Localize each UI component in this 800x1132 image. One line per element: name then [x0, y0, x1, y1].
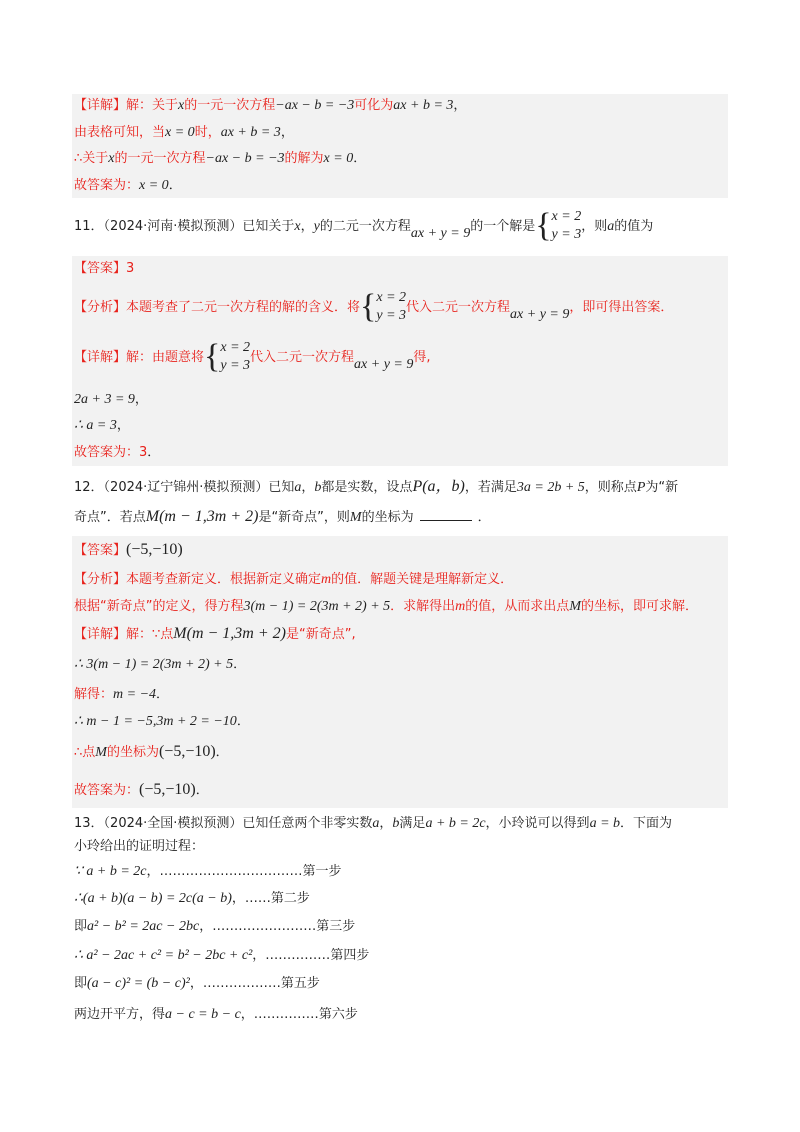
- q13-question-line-2: 小玲给出的证明过程：: [74, 839, 205, 854]
- q12-final-answer: 故答案为：(−5,−10)．: [74, 781, 209, 798]
- q10-detail-line: 【详解】解：关于x的一元一次方程−ax − b = −3可化为ax + b = 3，: [74, 98, 467, 113]
- q12-question-line-2: 奇点”．若点M(m − 1,3m + 2)是“新奇点”，则M的坐标为 ．: [74, 508, 491, 525]
- q13-proof-step-2: ∴(a + b)(a − b) = 2c(a − b)，……第二步: [74, 891, 310, 906]
- q10-table-line: 由表格可知，当x = 0时，ax + b = 3，: [74, 125, 294, 140]
- q10-solution-line: ∴关于x的一元一次方程−ax − b = −3的解为x = 0．: [74, 151, 367, 166]
- q13-proof-step-6: 两边开平方，得a − c = b − c，……………第六步: [74, 1007, 358, 1022]
- q13-proof-step-3: 即a² − b² = 2ac − 2bc，……………………第三步: [74, 919, 356, 934]
- q10-final-answer: 故答案为：x = 0．: [74, 178, 182, 193]
- q11-detail-system: {x = 2 y = 3: [204, 338, 251, 375]
- q12-step-2: 解得：m = −4．: [74, 687, 170, 702]
- q11-question: 11．（2024·河南·模拟预测）已知关于x，y的二元一次方程ax + y = 9的一个解是{x = 2 y = 3，则a的值为: [74, 207, 654, 244]
- q13-proof-step-5: 即(a − c)² = (b − c)²，………………第五步: [74, 976, 320, 991]
- answer-blank[interactable]: [420, 506, 472, 521]
- q12-analysis-2: 根据“新奇点”的定义，得方程3(m − 1) = 2(3m + 2) + 5．求解得出m的值，从而求出点M的坐标，即可求解．: [74, 599, 698, 614]
- q11-detail: 【详解】解：由题意将{x = 2 y = 3代入二元一次方程ax + y = 9得,: [74, 338, 431, 375]
- q12-step-3: ∴ m − 1 = −5,3m + 2 = −10．: [74, 714, 250, 729]
- q13-question-line-1: 13．（2024·全国·模拟预测）已知任意两个非零实数a，b满足a + b = 2c，小玲说可以得到a = b．下面为: [74, 816, 673, 831]
- q12-step-1: ∴ 3(m − 1) = 2(3m + 2) + 5．: [74, 657, 247, 672]
- q12-answer: 【答案】(−5,−10): [74, 541, 183, 558]
- q11-answer: 【答案】3: [74, 261, 135, 276]
- q11-system: {x = 2 y = 3: [535, 207, 582, 244]
- q11-analysis: 【分析】本题考查了二元一次方程的解的含义．将{x = 2 y = 3代入二元一次方程ax + y = 9，即可得出答案．: [74, 288, 674, 325]
- q11-step-1: 2a + 3 = 9，: [74, 392, 148, 407]
- q13-proof-step-4: ∴ a² − 2ac + c² = b² − 2bc + c²，……………第四步: [74, 948, 370, 963]
- q12-step-4: ∴点M的坐标为(−5,−10)．: [74, 743, 229, 760]
- q13-proof-step-1: ∵ a + b = 2c，……………………………第一步: [74, 864, 342, 879]
- q11-analysis-system: {x = 2 y = 3: [360, 288, 407, 325]
- q12-analysis-1: 【分析】本题考查新定义．根据新定义确定m的值．解题关键是理解新定义．: [74, 572, 514, 587]
- q11-step-2: ∴ a = 3，: [74, 418, 130, 433]
- q12-question-line-1: 12．（2024·辽宁锦州·模拟预测）已知a，b都是实数，设点P(a，b)，若满足3a = 2b + 5，则称点P为“新: [74, 478, 679, 495]
- q11-final-answer: 故答案为：3．: [74, 445, 161, 460]
- q12-detail: 【详解】解：∵点M(m − 1,3m + 2)是“新奇点”,: [74, 625, 356, 642]
